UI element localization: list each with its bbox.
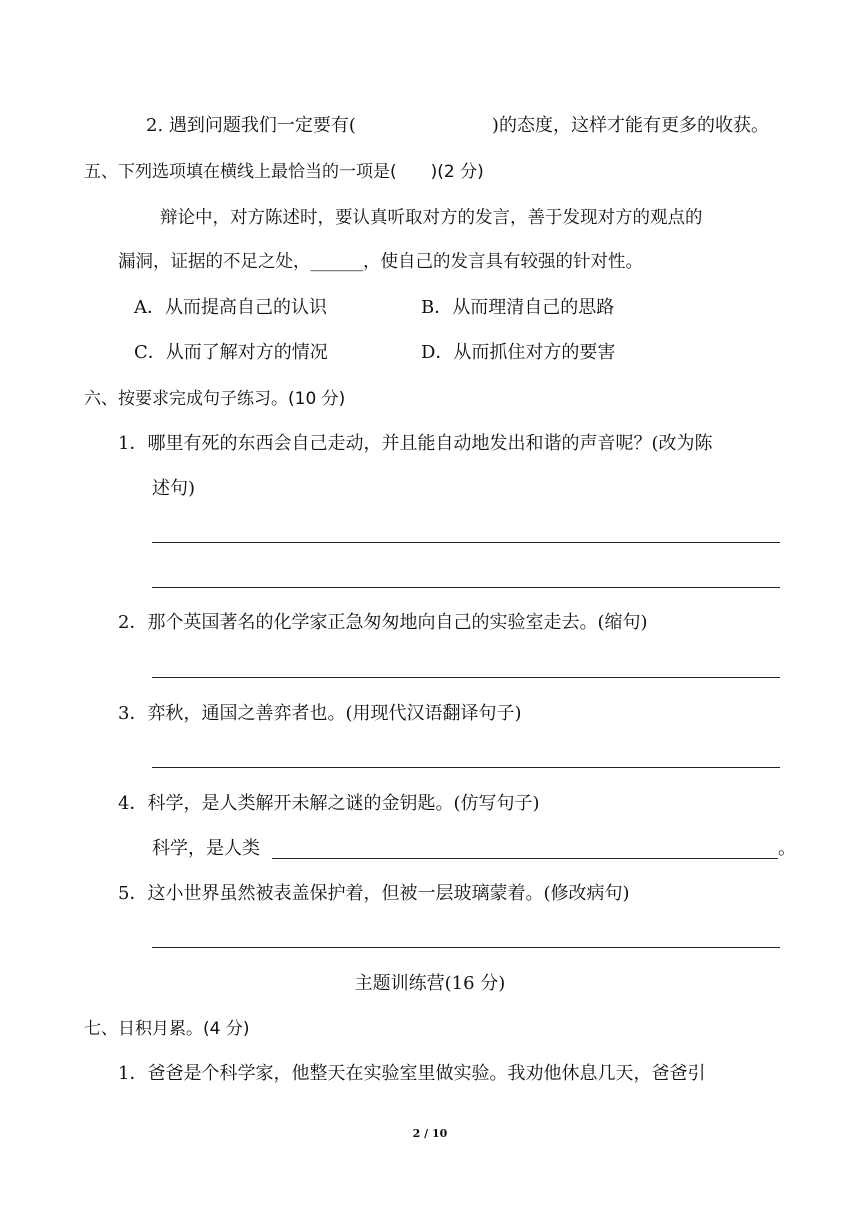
sentence-item-1-line-2: 述句)	[152, 478, 196, 499]
option-a[interactable]: A．从而提高自己的认识	[134, 297, 327, 318]
imitation-answer-line[interactable]	[272, 858, 778, 859]
fill-blank-item-2	[146, 114, 769, 138]
answer-line[interactable]	[152, 767, 780, 768]
sentence-item-5: 5．这小世界虽然被表盖保护着，但被一层玻璃蒙着。(修改病句)	[118, 883, 630, 904]
answer-line[interactable]	[152, 677, 780, 678]
sentence-item-2: 2．那个英国著名的化学家正急匆匆地向自己的实验室走去。(缩句)	[118, 612, 648, 633]
page-number: 2 / 10	[412, 1127, 448, 1140]
section-7-item-1-line-1: 1．爸爸是个科学家，他整天在实验室里做实验。我劝他休息几天，爸爸引	[118, 1063, 706, 1084]
item-text-pre: 2. 遇到问题我们一定要有(	[146, 115, 356, 136]
option-d[interactable]: D．从而抓住对方的要害	[421, 342, 616, 363]
option-b[interactable]: B．从而理清自己的思路	[421, 297, 615, 318]
section-6-heading: 六、按要求完成句子练习。(10 分)	[84, 389, 346, 409]
answer-line[interactable]	[152, 542, 780, 543]
section-5-passage-line-2: 漏洞，证据的不足之处，______，使自己的发言具有较强的针对性。	[118, 252, 643, 272]
option-c[interactable]: C．从而了解对方的情况	[134, 342, 328, 363]
sentence-item-3: 3．弈秋，通国之善弈者也。(用现代汉语翻译句子)	[118, 703, 522, 724]
sentence-item-4: 4．科学，是人类解开未解之谜的金钥匙。(仿写句子)	[118, 793, 540, 814]
section-5-passage-line-1: 辩论中，对方陈述时，要认真听取对方的发言，善于发现对方的观点的	[160, 208, 703, 228]
section-5-heading: 五、下列选项填在横线上最恰当的一项是( )(2 分)	[84, 162, 484, 182]
section-7-heading: 七、日积月累。(4 分)	[84, 1019, 250, 1039]
imitation-end-mark: 。	[778, 838, 796, 859]
theme-camp-title: 主题训练营(16 分)	[354, 973, 506, 994]
item-text-post: )的态度，这样才能有更多的收获。	[491, 115, 769, 136]
sentence-item-1-line-1: 1．哪里有死的东西会自己走动，并且能自动地发出和谐的声音呢？(改为陈	[118, 433, 713, 454]
imitation-prefix: 科学，是人类	[152, 838, 260, 859]
answer-line[interactable]	[152, 587, 780, 588]
answer-line[interactable]	[152, 947, 780, 948]
